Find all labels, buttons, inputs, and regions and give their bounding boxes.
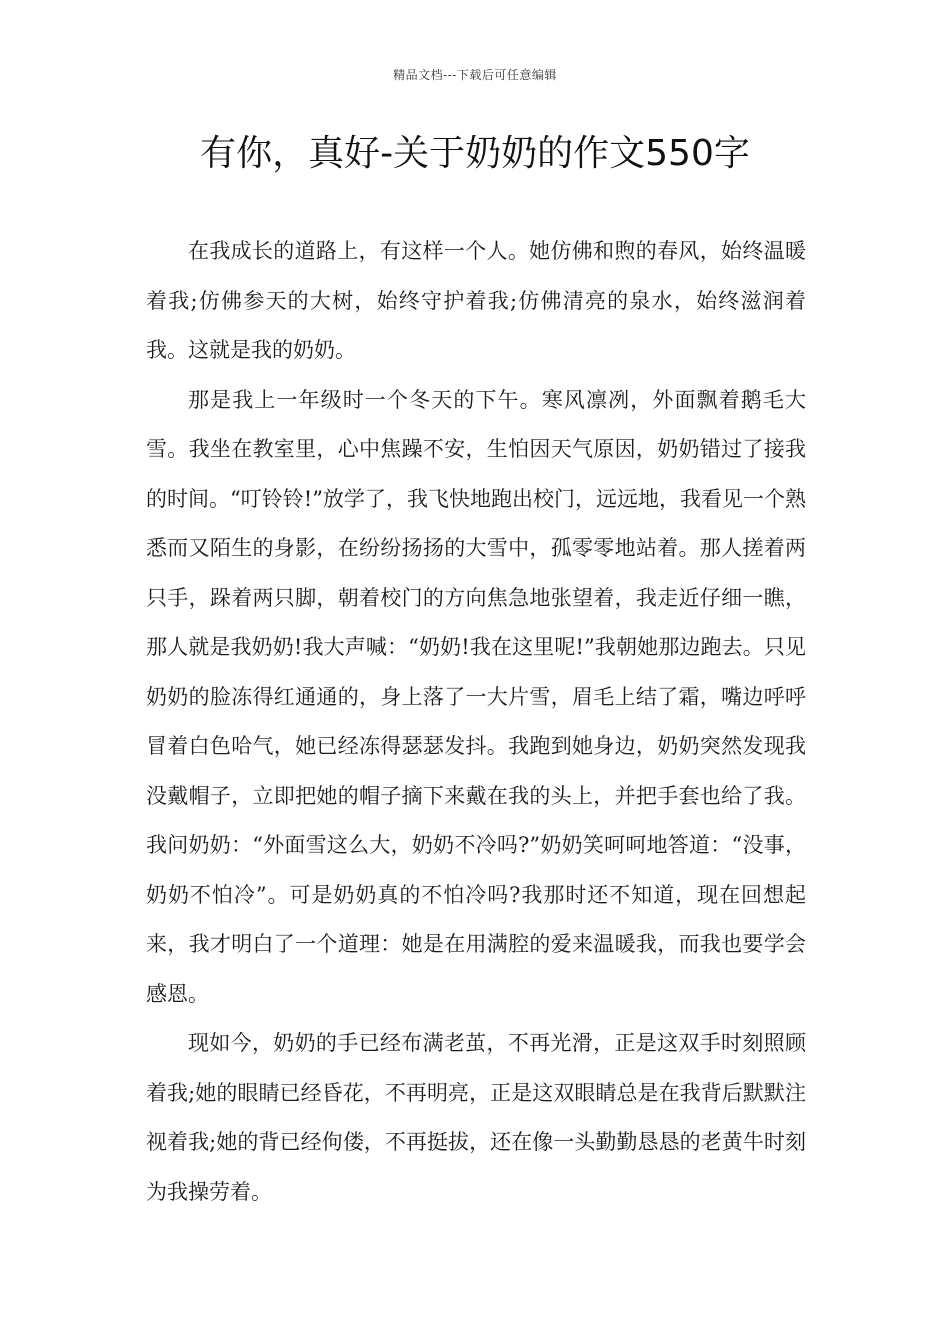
document-body	[146, 227, 806, 1217]
header-note: 精品文档---下载后可任意编辑	[393, 68, 557, 82]
document-title: 有你，真好-关于奶奶的作文550字	[200, 133, 750, 174]
paragraph-3: 现如今，奶奶的手已经布满老茧，不再光滑，正是这双手时刻照顾着我;她的眼睛已经昏花，不再明亮，正是这双眼睛总是在我背后默默注视着我;她的背已经佝偻，不再挺拔，还在像一头勤勤恳恳的老黄牛时刻为我操劳着。	[146, 1031, 806, 1204]
paragraph-1: 在我成长的道路上，有这样一个人。她仿佛和煦的春风，始终温暖着我;仿佛参天的大树，始终守护着我;仿佛清亮的泉水，始终滋润着我。这就是我的奶奶。	[146, 239, 806, 362]
paragraph-2: 那是我上一年级时一个冬天的下午。寒风凛冽，外面飘着鹅毛大雪。我坐在教室里，心中焦躁不安，生怕因天气原因，奶奶错过了接我的时间。“叮铃铃!”放学了，我飞快地跑出校门，远远地，我看见一个熟悉而又陌生的身影，在纷纷扬扬的大雪中，孤零零地站着。那人搓着两只手，跺着两只脚，朝着校门的方向焦急地张望着，我走近仔细一瞧，那人就是我奶奶!我大声喊：“奶奶!我在这里呢!”我朝她那边跑去。只见奶奶的脸冻得红通通的，身上落了一大片雪，眉毛上结了霜，嘴边呼呼冒着白色哈气，她已经冻得瑟瑟发抖。我跑到她身边，奶奶突然发现我没戴帽子，立即把她的帽子摘下来戴在我的头上，并把手套也给了我。我问奶奶：“外面雪这么大，奶奶不冷吗?”奶奶笑呵呵地答道：“没事，奶奶不怕冷”。可是奶奶真的不怕冷吗?我那时还不知道，现在回想起来，我才明白了一个道理：她是在用满腔的爱来温暖我，而我也要学会感恩。	[146, 387, 806, 1006]
